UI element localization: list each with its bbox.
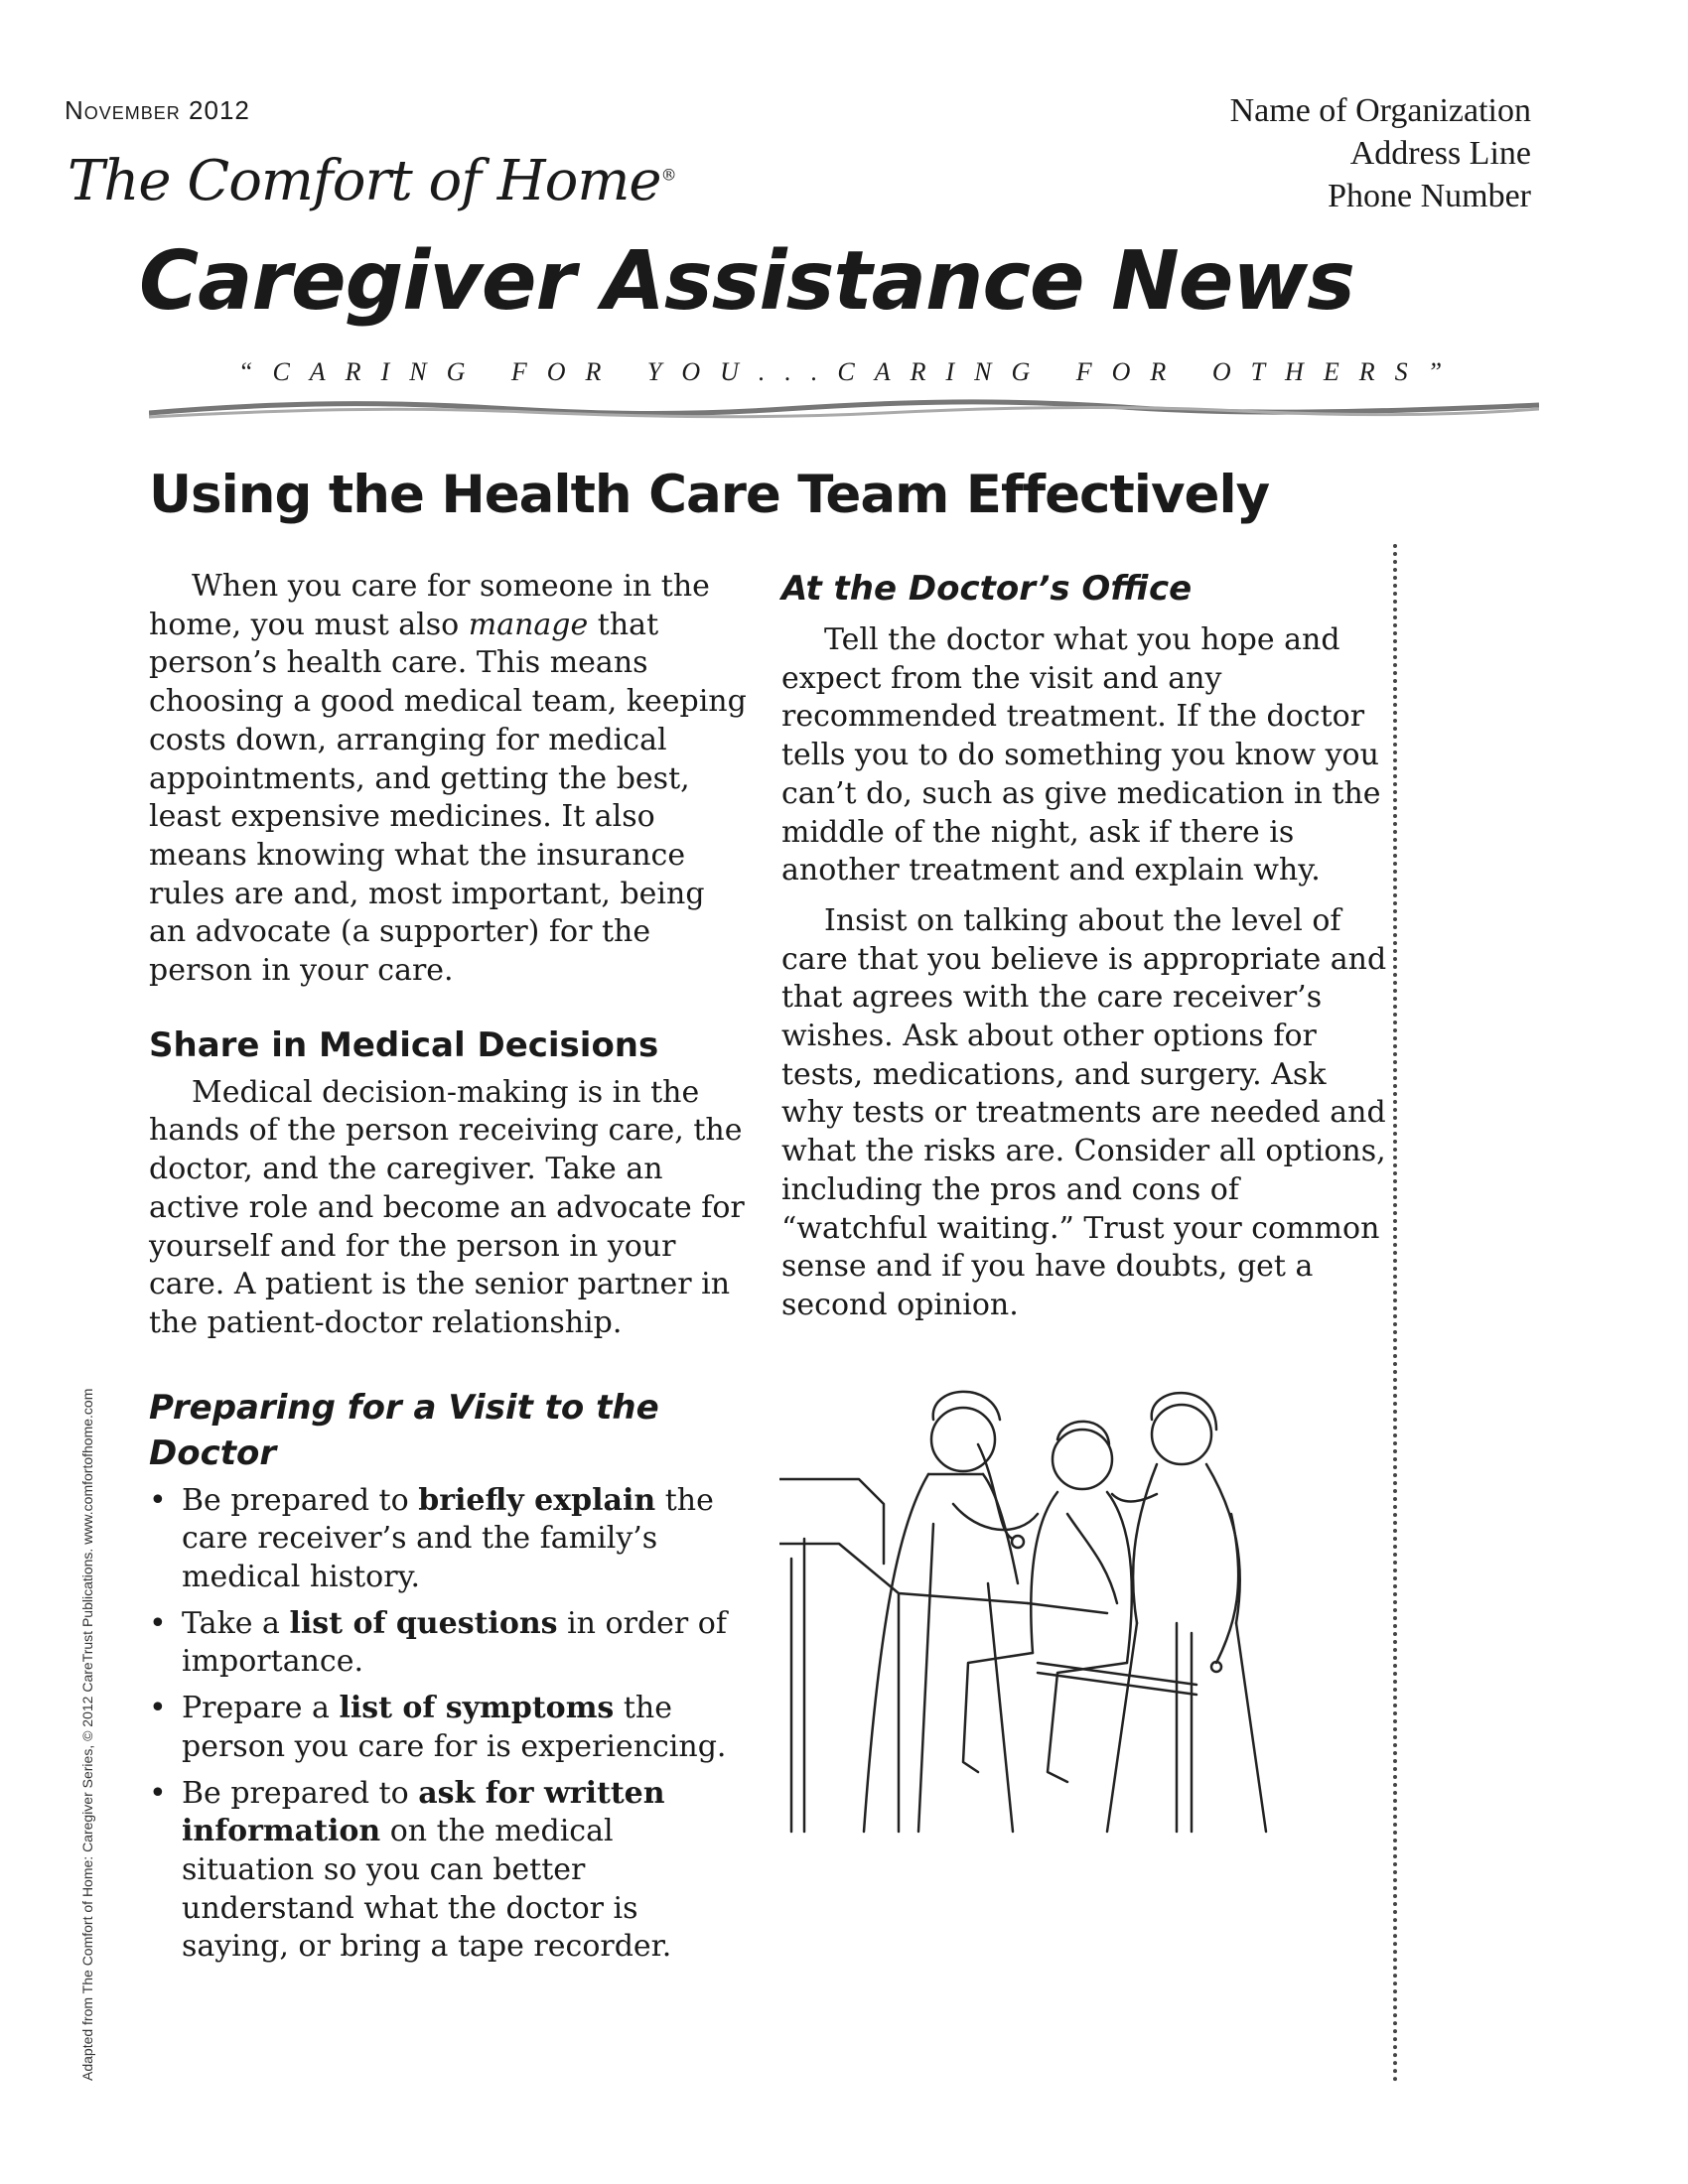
bullet: • [149, 1775, 167, 1811]
side-credit: Adapted from The Comfort of Home: Caregiver Series, © 2012 CareTrust Publications. www.comfortofhome.com [79, 1388, 95, 2081]
intro-text: When you care for someone in the home, you must also [149, 569, 710, 642]
list-item: • Take a list of questions in order of importance. [149, 1605, 727, 1680]
left-column [149, 568, 750, 1975]
section-heading-share: Share in Medical Decisions [149, 1024, 659, 1065]
bullet: • [149, 1605, 167, 1641]
section-heading-preparing: Preparing for a Visit to the Doctor [149, 1387, 659, 1473]
list-item: • Be prepared to ask for written information on the medical situation so you can better understand what the doctor is saying, or bring a tape recorder. [149, 1775, 672, 1965]
doctor-visit-illustration [779, 1365, 1355, 1861]
masthead-wave-divider [149, 395, 1539, 425]
office-paragraph-1: Tell the doctor what you hope and expect from the visit and any recommended treatment. If the doctor tells you to do something you know you can’t do, such as give medication in the middle of the night, ask if there is another treatment and explain why. [781, 622, 1381, 888]
preparing-list [149, 1482, 750, 1967]
tagline: “CARING FOR YOU...CARING FOR OTHERS” [238, 357, 1463, 386]
org-phone: Phone Number [1328, 178, 1531, 214]
article-title: Using the Health Care Team Effectively [149, 465, 1270, 525]
intro-text-rest: that person’s health care. This means choosing a good medical team, keeping costs down, arranging for medical appointments, and getting the best, least expensive medicines. It also means knowing what the insurance rules are and, most important, being an advocate (a supporter) for the person in your care. [149, 607, 747, 989]
organization-block [1230, 89, 1531, 217]
intro-emphasis: manage [468, 607, 589, 642]
brand-logo [68, 149, 676, 213]
issue-date: November 2012 [65, 95, 250, 125]
bullet: • [149, 1482, 167, 1518]
org-name: Name of Organization [1229, 92, 1531, 129]
org-address: Address Line [1349, 135, 1531, 172]
intro-paragraph [149, 568, 750, 991]
registered-mark: ® [660, 165, 676, 185]
dotted-column-divider [1393, 544, 1397, 2083]
section-heading-office: At the Doctor’s Office [781, 569, 1193, 609]
masthead-title: Caregiver Assistance News [139, 234, 1354, 329]
brand-name: The Comfort of Home [68, 149, 661, 213]
right-column [781, 566, 1387, 1325]
list-item: • Prepare a list of symptoms the person you care for is experiencing. [149, 1691, 727, 1764]
share-paragraph: Medical decision-making is in the hands of the person receiving care, the doctor, and the caregiver. Take an active role and become an advocate for yourself and for the person in your care. A patient is the senior partner in the patient-doctor relationship. [149, 1074, 745, 1340]
bullet: • [149, 1691, 167, 1726]
list-item: • Be prepared to briefly explain the care receiver’s and the family’s medical history. [149, 1482, 714, 1595]
office-paragraph-2: Insist on talking about the level of care that you believe is appropriate and that agrees with the care receiver’s wishes. Ask about other options for tests, medications, and surgery. Ask why tests or treatments are needed and what the risks are. Consider all options, including the pros and cons of “watchful waiting.” Trust your common sense and if you have doubts, get a second opinion. [781, 902, 1387, 1322]
